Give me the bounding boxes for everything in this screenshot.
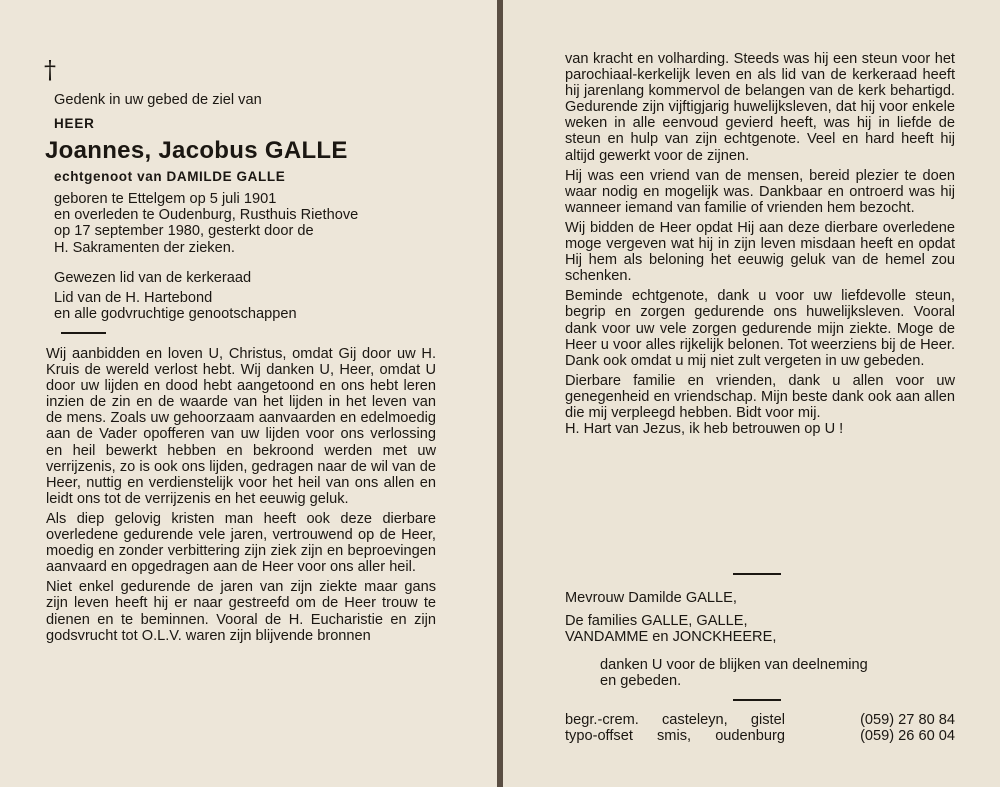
thanks-text: [600, 657, 868, 689]
divider: [733, 573, 781, 575]
paragraph: Als diep gelovig kristen man heeft ook deze dierbare overledene gedurende vele jaren, vertrouwend op de Heer, moedig en zonder verbittering zijn ziek zijn en beproevingen aanvaard en opgedragen aan de Heer voor ons aller heil.: [46, 510, 436, 576]
printer-name: smis,: [657, 728, 692, 745]
right-body-text: [565, 51, 955, 437]
paragraph: Wij bidden de Heer opdat Hij aan deze dierbare overledene moge vergeven wat hij in zijn leven misdaan heeft en opdat Hij hem als beloning het eeuwig geluk van de hemel zou schenken.: [565, 219, 955, 285]
memorial-intro: Gedenk in uw gebed de ziel van: [54, 92, 262, 108]
printer-service: typo-offset: [565, 728, 633, 745]
printer-phone: (059) 26 60 04: [860, 728, 955, 745]
printer-name: casteleyn,: [662, 712, 728, 728]
printer-town: oudenburg: [715, 728, 785, 745]
printer-row: [565, 728, 955, 744]
paragraph: Wij aanbidden en loven U, Christus, omdat Gij door uw H. Kruis de wereld verlost hebt. Wij danken U, Heer, omdat U door uw lijden en dood hebt aangetoond en ons hebt leren inzien de zin en de waarde van het lijden in het leven van de mens. Zoals uw gehoorzaam aanvaarden en edelmoedig aan de Vader opofferen van uw lijden voor ons verlossing en heil bewerkt hebben en bekroond werden met uw verrijzenis, zo is ook ons lijden, gedragen naar de wil van de Heer, nuttig en verdienstelijk voor het heil van ons allen en leidt ons tot de verrijzenis en het eeuwig geluk.: [46, 346, 436, 507]
paragraph: Hij was een vriend van de mensen, bereid plezier te doen waar nodig en mogelijk was. Dankbaar en ontroerd was hij wanneer iemand van familie of vrienden hem bezocht.: [565, 167, 955, 216]
printer-town: gistel: [750, 712, 785, 728]
paragraph: Niet enkel gedurende de jaren van zijn ziekte maar gans zijn leven heeft hij er naar gestreefd om de Heer trouw te dienen en te beminnen. Vooral de H. Eucharistie en zijn godsvrucht tot O.L.V. waren zijn blijvende bronnen: [46, 579, 436, 644]
cross-icon: †: [44, 56, 56, 84]
thanks-line-2: en gebeden.: [600, 673, 682, 690]
honorific-title: HEER: [54, 116, 95, 131]
closing-prayer: H. Hart van Jezus, ik heb betrouwen op U !: [565, 421, 844, 438]
printer-service: begr.-crem.: [565, 712, 639, 728]
signatory-line-3: VANDAMME en JONCKHEERE,: [565, 629, 777, 646]
membership-line-3: en alle godvruchtige genootschappen: [54, 306, 297, 323]
birth-line-3: op 17 september 1980, gesterkt door de: [54, 223, 314, 240]
printer-credits: [565, 712, 955, 745]
divider: [61, 332, 106, 334]
paragraph: Beminde echtgenote, dank u voor uw liefdevolle steun, begrip en zorgen gedurende ons huwelijksleven. Vooral dank voor uw vele zorgen gedurende mijn ziekte. Moge de Heer u voor alles rijkelijk belonen. Tot weerziens bij de Heer. Dank ook omdat u mij niet zult vergeten in uw gebeden.: [565, 288, 955, 369]
birth-line-4: H. Sakramenten der zieken.: [54, 239, 235, 256]
birth-line-2: en overleden te Oudenburg, Rusthuis Riethove: [54, 207, 359, 224]
membership-line-2: Lid van de H. Hartebond: [54, 290, 213, 307]
birth-line-1: geboren te Ettelgem op 5 juli 1901: [54, 191, 277, 207]
birth-death-details: [54, 191, 444, 256]
printer-phone: (059) 27 80 84: [860, 712, 955, 728]
signatories: [565, 590, 776, 646]
thanks-line-1: danken U voor de blijken van deelneming: [600, 657, 868, 673]
memberships: [54, 270, 444, 323]
membership-line-1: Gewezen lid van de kerkeraad: [54, 270, 252, 286]
printer-row: [565, 712, 955, 728]
deceased-name: Joannes, Jacobus GALLE: [45, 137, 348, 164]
signatory-line-2: De families GALLE, GALLE,: [565, 613, 748, 630]
spouse-line: echtgenoot van DAMILDE GALLE: [54, 169, 286, 184]
signatory-line-1: Mevrouw Damilde GALLE,: [565, 590, 737, 606]
divider: [733, 699, 781, 701]
left-body-text: [46, 346, 436, 648]
paragraph: Dierbare familie en vrienden, dank u allen voor uw genegenheid en vriendschap. Mijn beste dank ook aan allen die mij verpleegd hebben. Bidt voor mij.: [565, 372, 955, 421]
paragraph: van kracht en volharding. Steeds was hij een steun voor het parochiaal-kerkelijk leven en als lid van de kerkeraad heeft hij jarenlang kommervol de belangen van de kerk behartigd. Gedurende zijn vijftigjarig huwelijksleven, dat hij voor enkele weken in alle eenvoud gevierd heeft, was hij in liefde de steun en hulp van zijn echtgenote. Veel en hard heeft hij altijd gewerkt voor de zijnen.: [565, 51, 955, 164]
